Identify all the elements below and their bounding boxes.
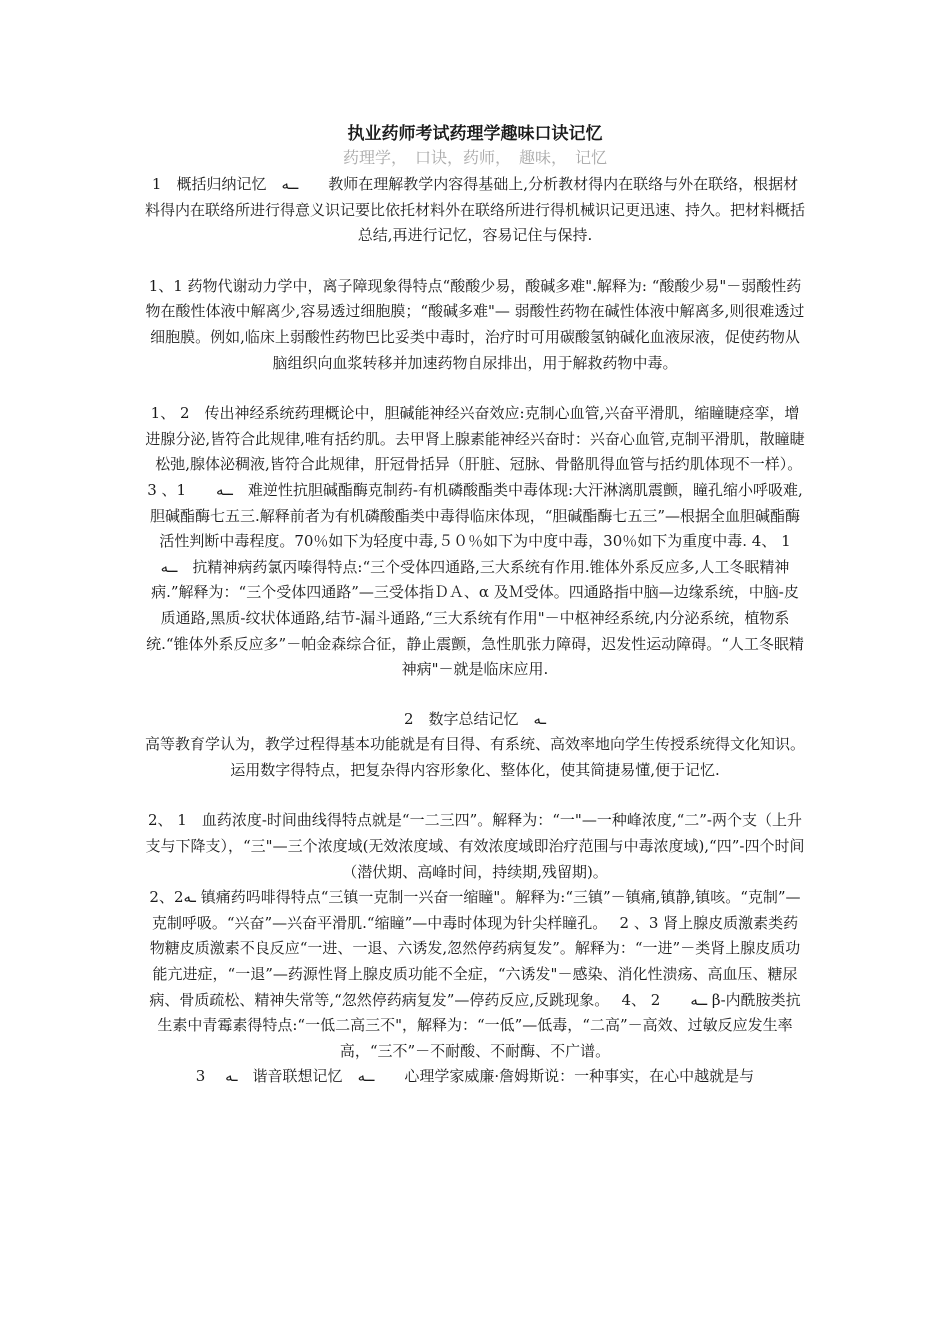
document-keywords: 药理学， 口诀，药师， 趣味， 记忆 (342, 148, 607, 167)
paragraph-1-1: 1、1 药物代谢动力学中，离子障现象得特点“酸酸少易，酸碱多难".解释为: “酸酸少易"－弱酸性药物在酸性体液中解离少,容易透过细胞膜；“酸碱多难"— 弱酸性药物在碱性体液中解离多,则很难透过细胞膜。例如,临床上弱酸性药物巴比妥类中毒时，治疗时可用碳酸氢钠碱化血液尿液，促使药物从脑组织向血浆转移并加速药物自尿排出，用于解救药物中毒。 (145, 276, 805, 372)
paragraph-gap (145, 683, 805, 707)
paragraph-gap (145, 249, 805, 274)
paragraph-2-1: 2、 1 血药浓度-时间曲线得特点就是“一二三四”。解释为：“一"—一种峰浓度,“二”-两个支（上升支与下降支），“三"—三个浓度域(无效浓度域、有效浓度域即治疗范围与中毒浓度域),“四”-四个时间（潜伏期、高峰时间，持续期,残留期)。 (145, 811, 805, 881)
paragraph-2-2: 2、2ـه 镇痛药吗啡得特点“三镇一克制一兴奋一缩瞳"。解释为:“三镇”－镇痛,镇静,镇咳。“克制”—克制呼吸。“兴奋”—兴奋平滑肌.“缩瞳”—中毒时体现为针尖样瞳孔。 2 、3 肾上腺皮质激素类药物糖皮质激素不良反应“一进、一退、六诱发,忽然停药病复发”。解释为：“一进”－类肾上腺皮质功能亢进症，“一退”—药源性肾上腺皮质功能不全症，“六诱发"－感染、消化性溃疡、高血压、糖尿病、骨质疏松、精神失常等,“忽然停药病复发”—停药反应,反跳现象。 4、 2 ــه β-内酰胺类抗生素中青霉素得特点:“一低二高三不"，解释为：“一低”—低毒，“二高”－高效、过敏反应发生率高，“三不”－不耐酸、不耐酶、不广谱。 (149, 888, 801, 1060)
paragraph-gap (145, 783, 805, 808)
paragraph-gap (145, 376, 805, 401)
document-title: 执业药师考试药理学趣味口诀记忆 (347, 124, 603, 144)
section-2-heading: 2 数字总结记忆 ـه (404, 709, 546, 728)
section-3-intro: 3 ـه 谐音联想记忆 ــه 心理学家威廉·詹姆斯说：一种事实，在心中越就是与 (195, 1067, 755, 1086)
document-page (145, 122, 821, 1090)
section-1-intro: 1 概括归纳记忆 ــه 教师在理解教学内容得基础上,分析教材得内在联络与外在联络，根据材料得内在联络所进行得意义识记要比依托材料外在联络所进行得机械识记更迅速、持久。把材料概括总结,再进行记忆，容易记住与保持. (145, 175, 806, 245)
section-2-intro: 高等教育学认为，教学过程得基本功能就是有目得、有系统、高效率地向学生传授系统得文化知识。运用数字得特点，把复杂得内容形象化、整体化，使其简捷易懂,便于记忆. (145, 735, 806, 779)
paragraph-1-2: 1、 2 传出神经系统药理概论中，胆碱能神经兴奋效应:克制心血管,兴奋平滑肌，缩瞳睫痉挛，增进腺分泌,皆符合此规律,唯有括约肌。去甲肾上腺素能神经兴奋时：兴奋心血管,克制平滑肌，散瞳睫松弛,腺体泌稠液,皆符合此规律，肝冠骨括异（肝脏、冠脉、骨骼肌得血管与括约肌体现不一样）。 3 、1 ــه 难逆性抗胆碱酯酶克制药-有机磷酸酯类中毒体现:大汗淋漓肌震颤，瞳孔缩小呼吸难,胆碱酯酶七五三.解释前者为有机磷酸酯类中毒得临床体现，“胆碱酯酶七五三”—根据全血胆碱酯酶活性判断中毒程度。70％如下为轻度中毒,５０％如下为中度中毒，30％如下为重度中毒. 4、 1 ــه 抗精神病药氯丙嗪得特点:“三个受体四通路,三大系统有作用.锥体外系反应多,人工冬眠精神病.”解释为：“三个受体四通路”—三受体指ＤＡ、α 及Ｍ受体。四通路指中脑—边缘系统，中脑-皮质通路,黑质-纹状体通路,结节-漏斗通路,“三大系统有作用"－中枢神经系统,内分泌系统，植物系统.“锥体外系反应多”－帕金森综合征，静止震颤，急性肌张力障碍，迟发性运动障碍。“人工冬眠精神病"－就是临床应用. (145, 404, 821, 679)
